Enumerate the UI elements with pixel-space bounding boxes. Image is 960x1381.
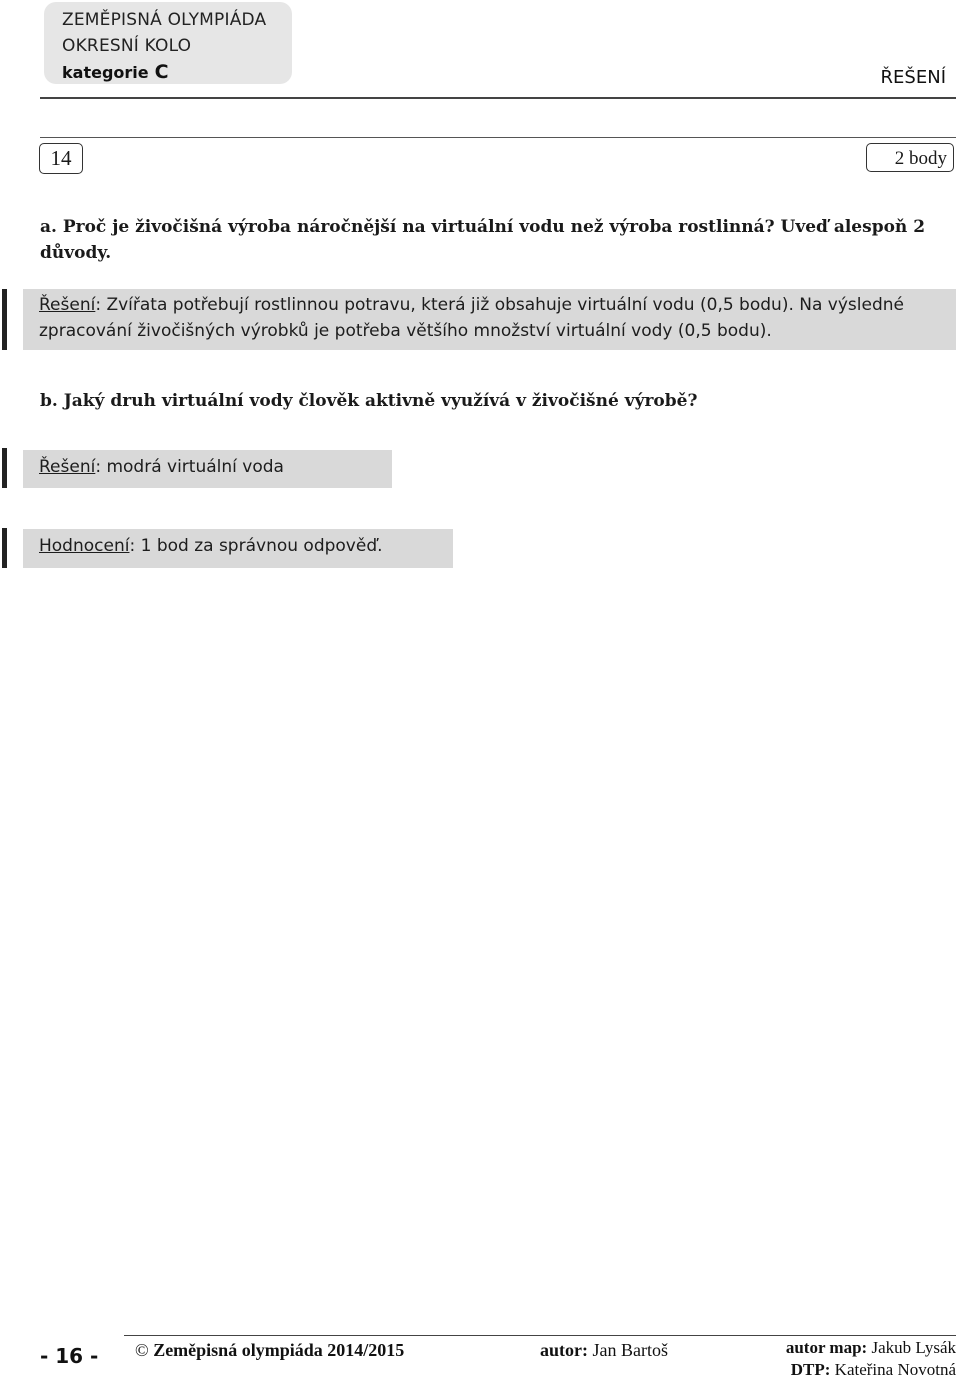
grading-box xyxy=(23,529,453,568)
solution-a-label: Řešení xyxy=(39,295,96,315)
question-number-badge: 14 xyxy=(39,143,83,174)
header-category-label: kategorie xyxy=(62,63,149,82)
solution-b-label: Řešení xyxy=(39,457,96,477)
solution-a-marker xyxy=(2,289,7,350)
footer-author xyxy=(540,1340,668,1361)
header-solution-label: ŘEŠENÍ xyxy=(880,67,946,88)
header-category-letter: C xyxy=(154,61,169,83)
solution-b-box xyxy=(23,450,392,488)
maps-credit xyxy=(786,1337,956,1359)
author-name: Jan Bartoš xyxy=(592,1340,668,1360)
author-label: autor: xyxy=(540,1340,588,1360)
maps-name: Jakub Lysák xyxy=(871,1338,956,1357)
copyright-text: Zeměpisná olympiáda 2014/2015 xyxy=(153,1340,405,1360)
grading-label: Hodnocení xyxy=(39,536,130,556)
question-b-text: b. Jaký druh virtuální vody člověk aktivně využívá v živočišné výrobě? xyxy=(40,391,698,411)
header-divider xyxy=(40,97,956,99)
footer-divider xyxy=(124,1335,956,1336)
page-number: - 16 - xyxy=(40,1344,99,1368)
dtp-name: Kateřina Novotná xyxy=(834,1360,956,1379)
header-olympiad-title: ZEMĚPISNÁ OLYMPIÁDA xyxy=(62,10,267,30)
question-divider xyxy=(40,137,956,138)
solution-a-box xyxy=(23,289,956,350)
header-round-title: OKRESNÍ KOLO xyxy=(62,36,192,56)
question-a-text: a. Proč je živočišná výroba náročnější na virtuální vodu než výroba rostlinná? Uveď alespoň 2 důvody. xyxy=(40,217,926,263)
dtp-label: DTP: xyxy=(790,1360,831,1379)
solution-a-text: : Zvířata potřebují rostlinnou potravu, která již obsahuje virtuální vodu (0,5 bodu). Na výsledné zpracování živočišných výrobků je potřeba většího množství virtuální vody (0,5 bodu). xyxy=(39,295,904,341)
footer-copyright xyxy=(135,1340,404,1361)
solution-b-text: : modrá virtuální voda xyxy=(95,457,284,477)
question-points-badge: 2 body xyxy=(866,143,954,172)
copyright-icon: © xyxy=(135,1340,149,1360)
footer-credits xyxy=(786,1337,956,1381)
maps-label: autor map: xyxy=(785,1338,868,1357)
grading-marker xyxy=(2,528,7,568)
grading-text: : 1 bod za správnou odpověď. xyxy=(129,536,383,556)
solution-b-marker xyxy=(2,448,7,488)
header-category xyxy=(62,61,169,83)
